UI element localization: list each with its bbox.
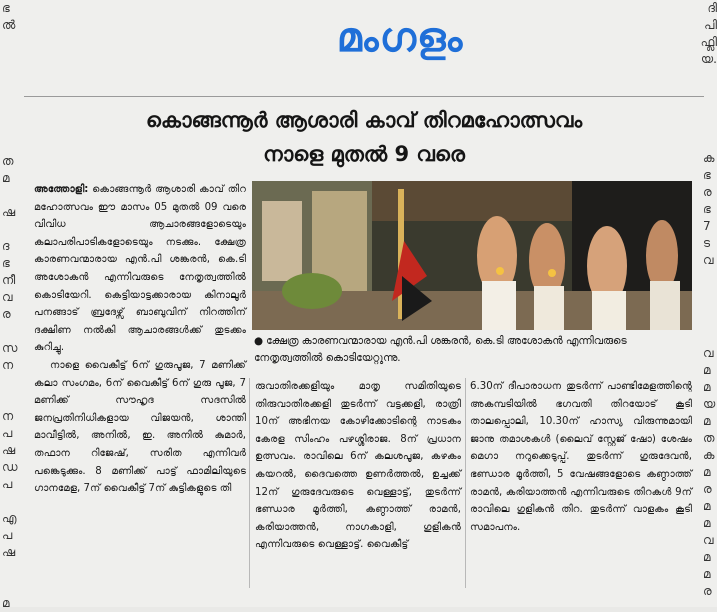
photo-caption-text: ക്ഷേത്ര കാരണവന്മാരായ എൻ.പി ശങ്കരൻ, കെ.ടി അശോകൻ എന്നിവരുടെ നേതൃത്വത്തിൽ കൊടിയേറ്റുന്നു. — [254, 335, 627, 364]
article-paragraph-2: നാളെ വൈകീട്ട് 6ന് ഗുരുപൂജ, 7 മണിക്ക് കലാ സംഗമം, 6ന് വൈകീട്ട് 6ന് ഗുരു പൂജ, 7 മണിക്ക് സൗഹൃദ സദസിൽ ജനപ്രതിനിധികളായ വിജയൻ, ശാന്തി മാവീട്ടിൽ, അനിൽ, ഇ. അനിൽ കുമാർ, തഫാന റിജേഷ്, സരിത എന്നിവർ പങ്കെടുക്കും. 8 മണിക്ക് പാട്ട് ഫാമിലിയുടെ ഗാനമേള, 7ന് വൈകീട്ട് 7ന് കുട്ടികളുടെ തി — [34, 359, 246, 495]
masthead-divider — [24, 96, 704, 97]
article-paragraph-1-text: കൊങ്ങന്നൂർ ആശാരി കാവ് തിറ മഹോത്സവം ഈ മാസം 05 മുതൽ 09 വരെ വിവിധ ആചാരങ്ങളോടെയും കലാപരിപാടികളോടെയും നടക്കും. ക്ഷേത്ര കാരണവന്മാരായ എൻ.പി ശങ്കരൻ, കെ.ടി അശോകൻ എന്നിവരുടെ നേതൃത്വത്തിൽ കൊടിയേറി. കെട്ടിയാട്ടക്കാരായ കിനാലൂർ പനങ്ങാട് ബ്രദേഴ്സ് ബാബുവിന് നിറത്തിന് ദക്ഷിണ നൽകി ആചാരങ്ങൾക്ക് തുടക്കം കുറിച്ചു. — [34, 184, 246, 354]
masthead — [280, 10, 520, 66]
article-dateline: അത്തോളി: — [34, 184, 89, 195]
headline-line-1: കൊങ്ങന്നൂർ ആശാരി കാവ് തിറമഹോത്സവം — [145, 108, 583, 132]
news-photo — [252, 181, 692, 330]
column-divider-2 — [465, 378, 466, 588]
article-column-2-text: രുവാതിരക്കളിയും മാതൃ സമിതിയുടെ തിരുവാതിരക്കളി തുടർന്ന് വട്ടക്കളി, രാത്രി 10ന് അഭിനയ കോഴിക്കോടിന്റെ നാടകം കേരള സിംഹം പഴശ്ശിരാജ. 8ന് പ്രധാന ഉത്സവം. രാവിലെ 6ന് കലശപൂജ, കഴകം കയറൽ, ദൈവത്തെ ഉണർത്തൽ, ഉച്ചക്ക് 12ന് ഗുരുദേവരുടെ വെള്ളാട്ട്, തുടർന്ന് ഭണ്ഡാര മൂർത്തി, കണ്ഠാത്ത് രാമൻ, കരിയാത്തൻ, നാഗകാളി, ഗുളികൻ എന്നിവരുടെ വെള്ളാട്ട്. വൈകീട്ട് — [255, 381, 461, 551]
article-paragraph-1 — [34, 181, 246, 357]
column-divider-1 — [249, 378, 250, 588]
article-column-3-text: 6.30ന് ദീപാരാധന തുടർന്ന് പാണ്ടിമേളത്തിന്റെ അകമ്പടിയിൽ ഭഗവതി തിറയോട് കൂടി താലപ്പൊലി, 10.30ന് ഹാസ്യ വിരുന്നുമായി ജാനു തമാശകൾ (ലൈവ് സ്റ്റേജ് ഷോ) ശേഷം മെഗാ നറുക്കെടുപ്പ്. തുടർന്ന് ഗുരുദേവൻ, ഭണ്ഡാര മൂർത്തി, 5 വേഷങ്ങളോടെ കണ്ഠാത്ത് രാമൻ, കരിയാത്തൻ എന്നിവരുടെ തിറകൾ 9ന് രാവിലെ ഗുളികൻ തിറ. തുടർന്ന് വാളകം കൂടി സമാപനം. — [470, 381, 692, 533]
article-column-1 — [34, 181, 246, 498]
left-page-edge-text: ഭ ൽ ത മ ഷ ദ ഭ നീ വ ര സ ന ന പ ഷ ഡ പ എ പ ഷ മ — [2, 1, 18, 610]
article-column-2 — [255, 378, 461, 554]
headline-line-2: നാളെ മുതൽ 9 വരെ — [263, 142, 465, 166]
right-page-edge-text-middle: ക ഭ ര ഭ 7 ട വ — [703, 151, 715, 267]
masthead-title: മംഗളം — [336, 15, 464, 61]
photo-caption — [254, 333, 694, 367]
right-page-edge-text-lower: വ മ മ യ മ ത ക മ ര മ മ വ മ മ ര — [703, 346, 716, 598]
temple-flag-hoisting-photo — [252, 181, 692, 330]
right-page-edge-text-top: ദി പി ഫ്ലി യ. — [700, 1, 717, 66]
caption-bullet: ● — [254, 335, 264, 347]
article-column-3 — [470, 378, 692, 536]
